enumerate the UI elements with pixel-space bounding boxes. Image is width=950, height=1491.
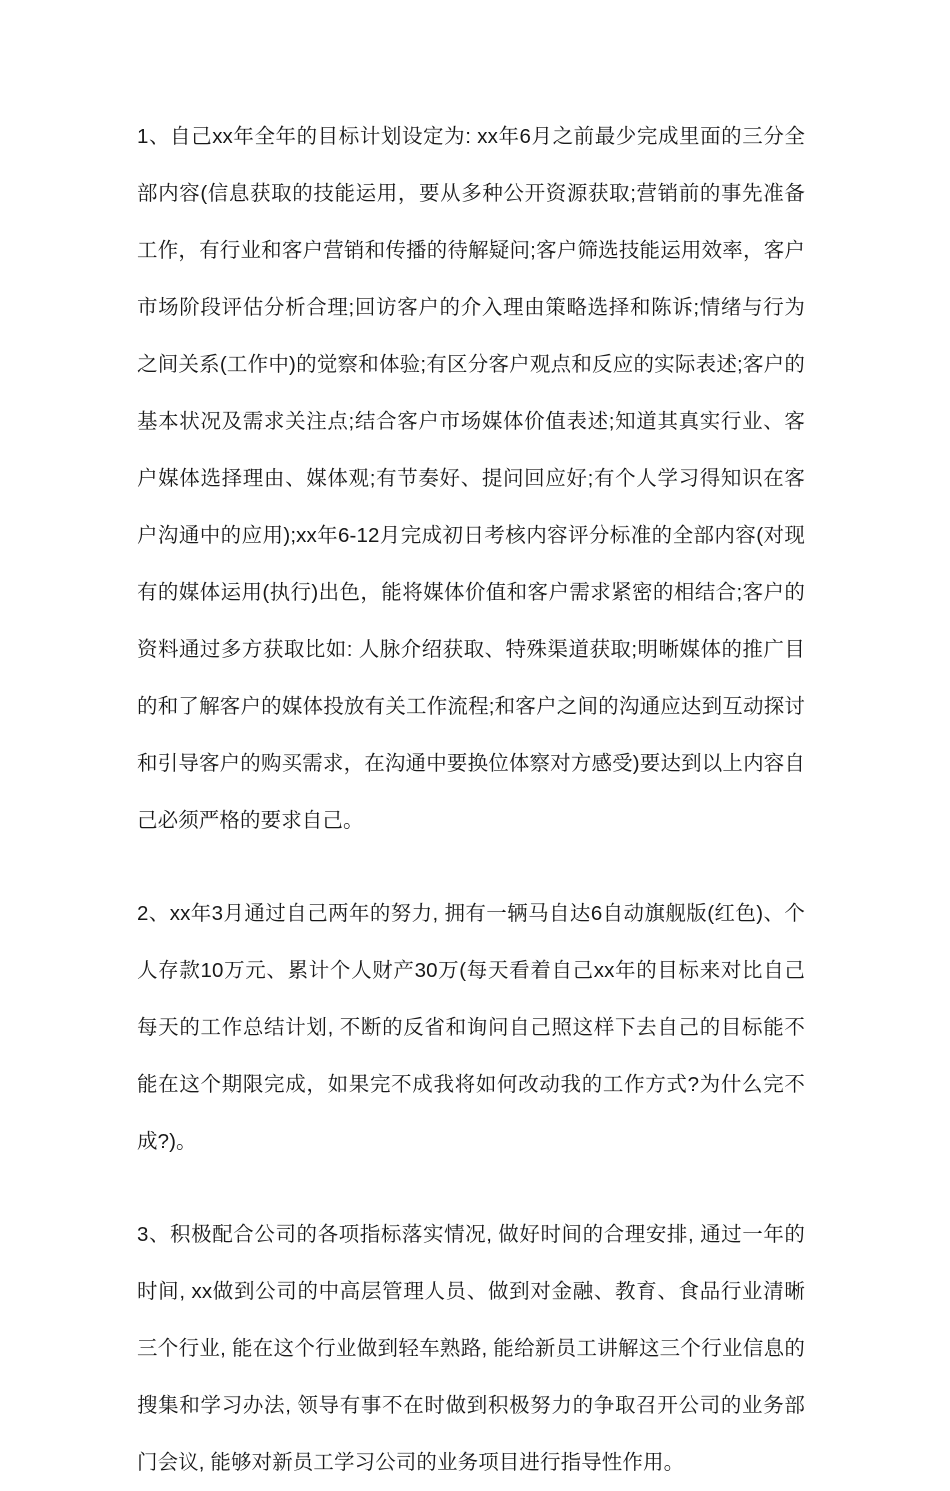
paragraph-3: 3、积极配合公司的各项指标落实情况, 做好时间的合理安排, 通过一年的时间, xx做到公司的中高层管理人员、做到对金融、教育、食品行业清晰三个行业, 能在这个行业做到轻车熟路, 能给新员工讲解这三个行业信息的搜集和学习办法, 领导有事不在时做到积极努力的争取召开公司的业务部门会议, 能够对新员工学习公司的业务项目进行指导性作用。 [137, 1223, 805, 1474]
paragraph-2: 2、xx年3月通过自己两年的努力, 拥有一辆马自达6自动旗舰版(红色)、个人存款10万元、累计个人财产30万(每天看着自己xx年的目标来对比自己每天的工作总结计划, 不断的反省和询问自己照这样下去自己的目标能不能在这个期限完成，如果完不成我将如何改动我的工作方式?为什么完不成?)。 [137, 902, 805, 1153]
paragraph-1: 1、自己xx年全年的目标计划设定为: xx年6月之前最少完成里面的三分全部内容(信息获取的技能运用，要从多种公开资源获取;营销前的事先准备工作，有行业和客户营销和传播的待解疑问;客户筛选技能运用效率，客户市场阶段评估分析合理;回访客户的介入理由策略选择和陈诉;情绪与行为之间关系(工作中)的觉察和体验;有区分客户观点和反应的实际表述;客户的基本状况及需求关注点;结合客户市场媒体价值表述;知道其真实行业、客户媒体选择理由、媒体观;有节奏好、提问回应好;有个人学习得知识在客户沟通中的应用);xx年6-12月完成初日考核内容评分标准的全部内容(对现有的媒体运用(执行)出色，能将媒体价值和客户需求紧密的相结合;客户的资料通过多方获取比如: 人脉介绍获取、特殊渠道获取;明晰媒体的推广目的和了解客户的媒体投放有关工作流程;和客户之间的沟通应达到互动探讨和引导客户的购买需求，在沟通中要换位体察对方感受)要达到以上内容自己必须严格的要求自己。 [137, 125, 805, 832]
document-body [137, 108, 805, 1491]
